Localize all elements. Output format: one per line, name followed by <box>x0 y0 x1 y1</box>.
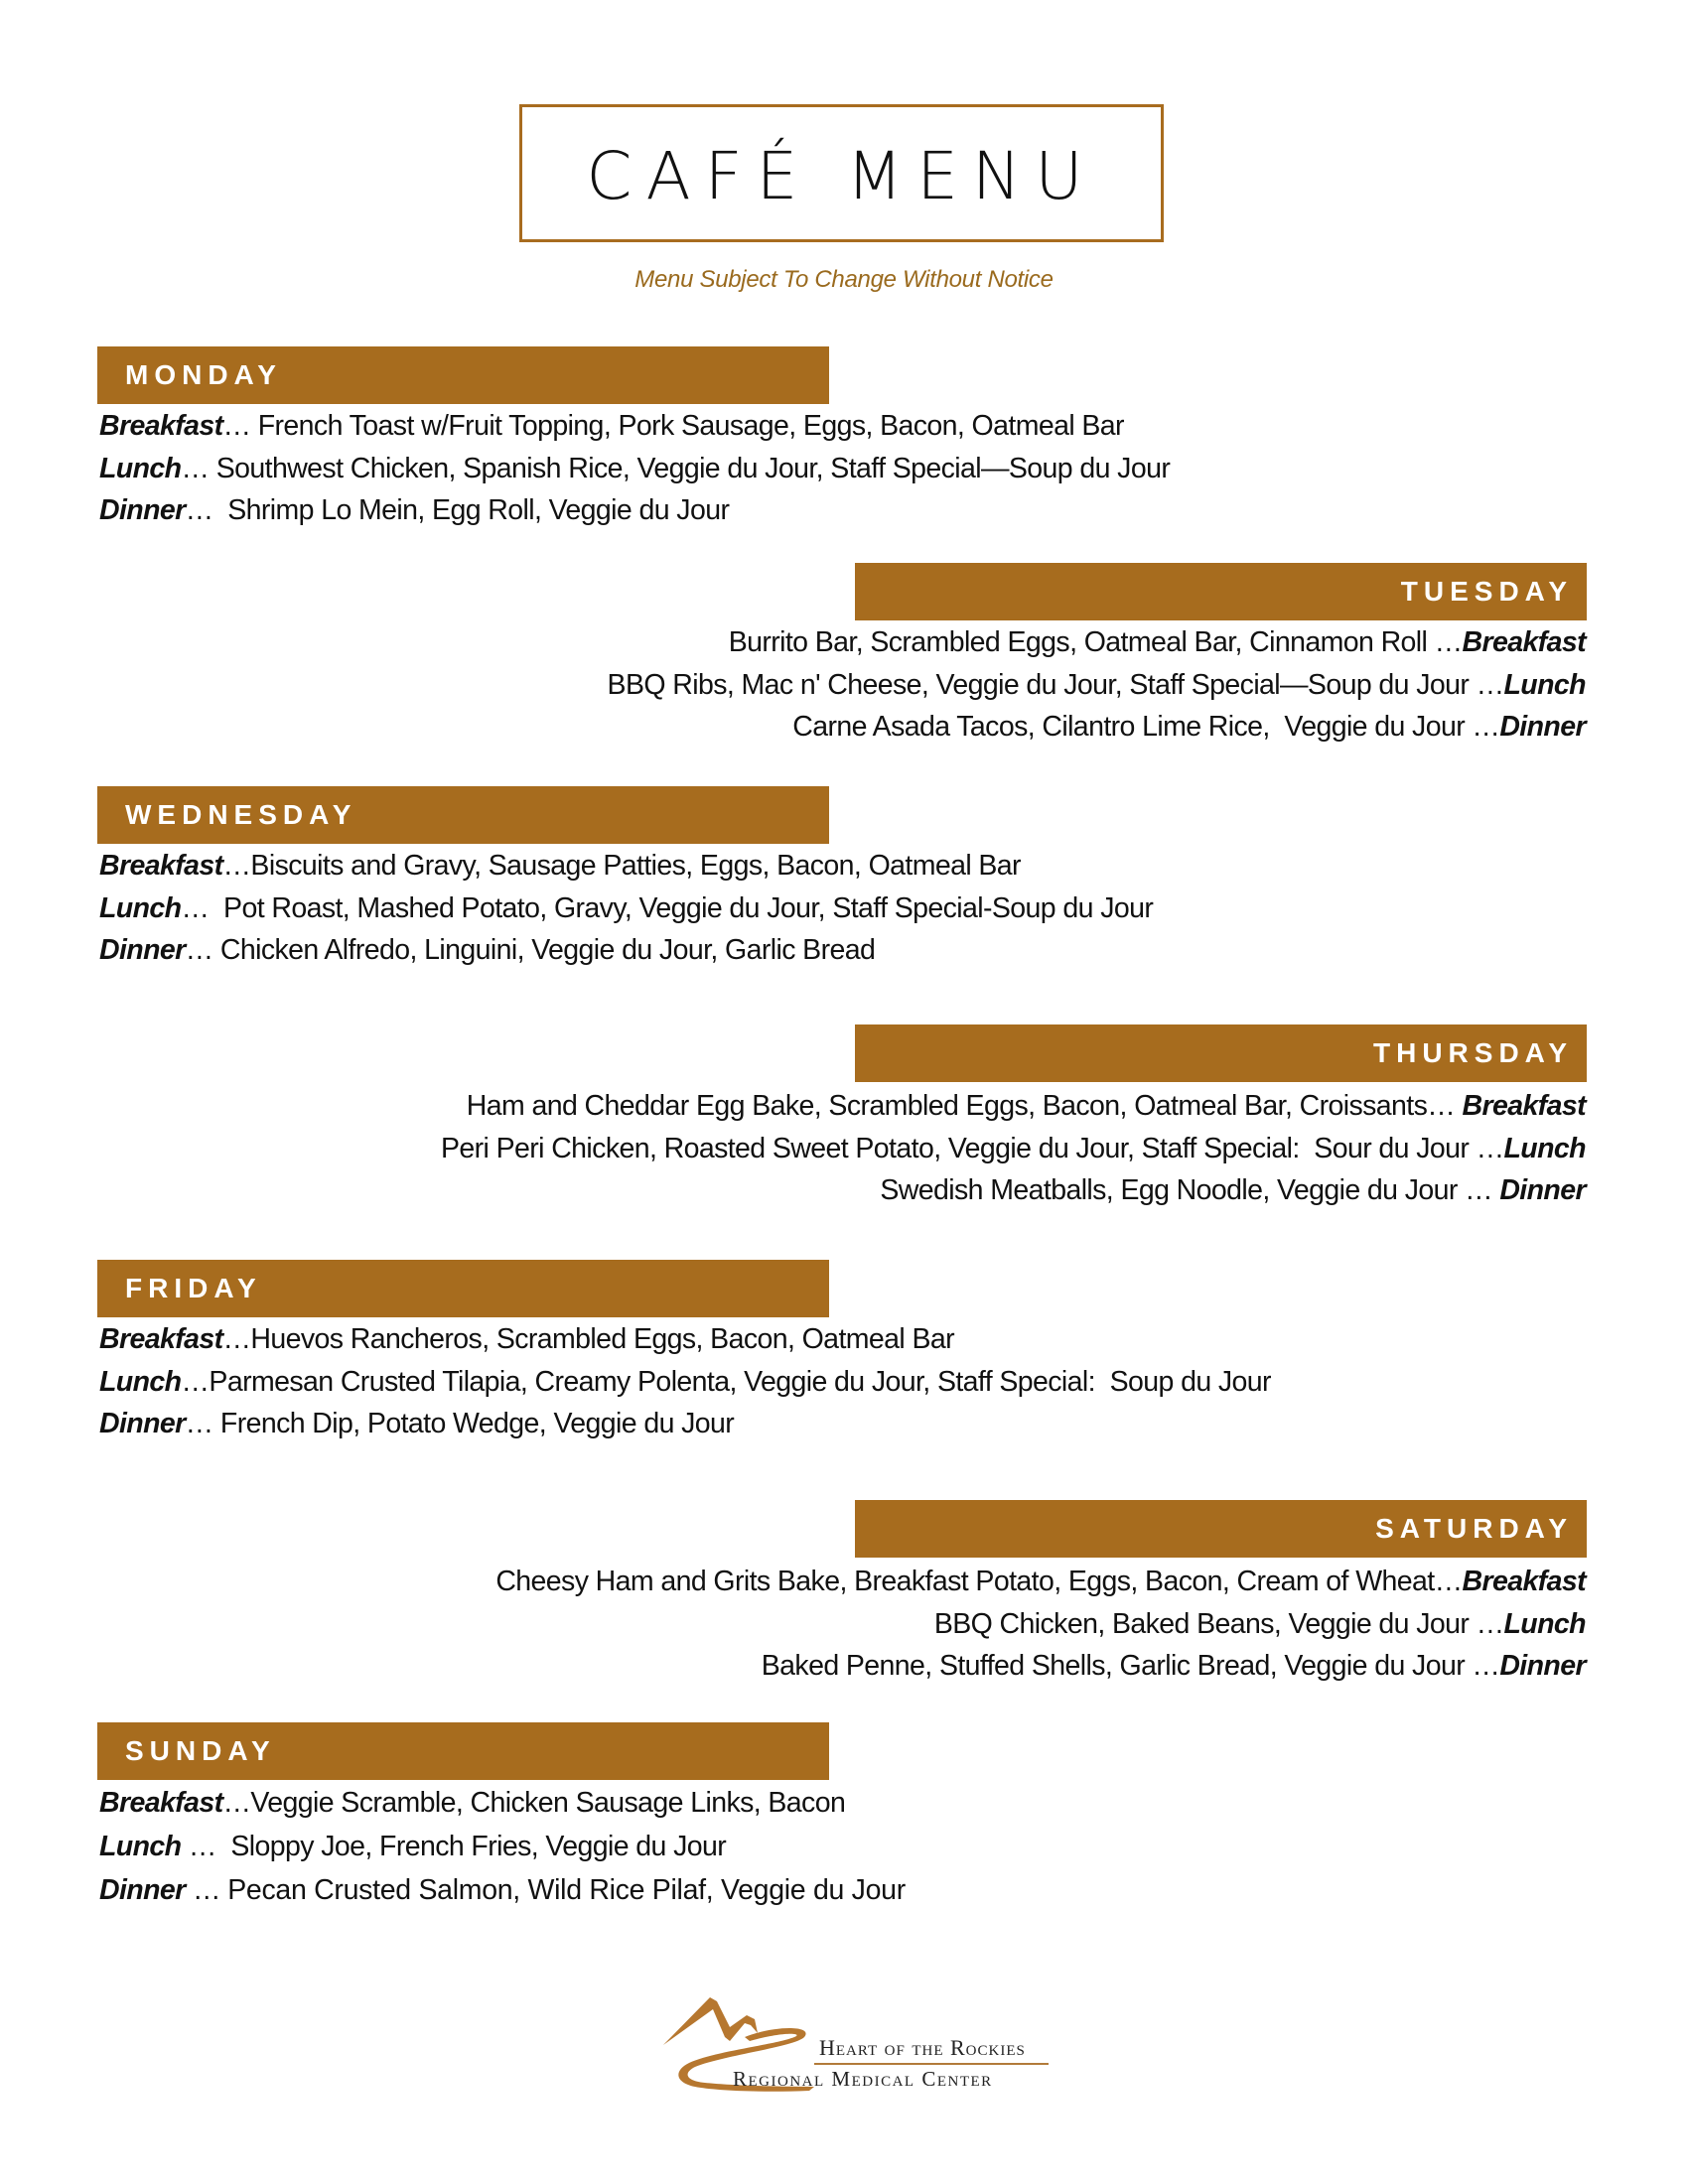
meal-items: Veggie Scramble, Chicken Sausage Links, Bacon <box>250 1787 846 1819</box>
meal-separator: … <box>222 410 258 442</box>
meal-row-breakfast <box>99 405 1589 448</box>
meal-items: Shrimp Lo Mein, Egg Roll, Veggie du Jour <box>227 494 730 526</box>
meal-items: Burrito Bar, Scrambled Eggs, Oatmeal Bar, Cinnamon Roll <box>728 626 1428 658</box>
meal-name: Breakfast <box>99 1323 223 1355</box>
day-header-monday <box>97 346 829 404</box>
meal-row-dinner <box>99 1645 1586 1688</box>
meal-name: Lunch <box>99 891 182 924</box>
day-label: MONDAY <box>125 359 282 390</box>
meal-separator: … <box>1469 668 1504 701</box>
meal-row-breakfast <box>99 1561 1586 1603</box>
day-meals-sunday <box>99 1782 1589 1911</box>
meal-separator: … <box>1469 1607 1504 1640</box>
meal-name: Dinner <box>99 1408 186 1439</box>
day-meals-monday <box>99 405 1589 532</box>
meal-separator: … <box>185 494 228 526</box>
logo-divider <box>814 2063 1049 2065</box>
meal-separator: … <box>1427 1090 1463 1122</box>
meal-items: French Dip, Potato Wedge, Veggie du Jour <box>219 1408 735 1439</box>
meal-row-lunch <box>99 448 1589 490</box>
meal-name: Dinner <box>99 1873 186 1906</box>
meal-separator: … <box>1427 626 1463 658</box>
meal-items: Southwest Chicken, Spanish Rice, Veggie du Jour, Staff Special—Soup du Jour <box>215 452 1171 484</box>
day-label: TUESDAY <box>1400 576 1573 607</box>
day-header-sunday <box>97 1722 829 1780</box>
meal-row-breakfast <box>99 845 1589 887</box>
meal-items: French Toast w/Fruit Topping, Pork Sausage, Eggs, Bacon, Oatmeal Bar <box>257 410 1124 442</box>
meal-items: Carne Asada Tacos, Cilantro Lime Rice, Veggie du Jour <box>792 711 1466 743</box>
menu-disclaimer: Menu Subject To Change Without Notice <box>634 266 1054 293</box>
meal-items: Baked Penne, Stuffed Shells, Garlic Bread, Veggie du Jour <box>761 1650 1466 1682</box>
logo-text-line1: Heart of the Rockies <box>819 2035 1026 2060</box>
hospital-logo <box>655 1976 1053 2124</box>
title-box <box>519 104 1164 242</box>
meal-name: Lunch <box>1503 668 1586 701</box>
meal-row-breakfast <box>99 1782 1589 1825</box>
meal-separator: … <box>181 891 224 924</box>
logo-text-line2: Regional Medical Center <box>733 2067 993 2091</box>
meal-items: BBQ Ribs, Mac n' Cheese, Veggie du Jour, Staff Special—Soup du Jour <box>607 668 1470 701</box>
meal-name: Dinner <box>1499 711 1586 743</box>
meal-name: Breakfast <box>99 410 223 442</box>
day-meals-friday <box>99 1318 1589 1445</box>
day-meals-tuesday <box>99 621 1586 749</box>
day-label: FRIDAY <box>125 1273 262 1303</box>
day-label: THURSDAY <box>1373 1037 1573 1068</box>
meal-name: Breakfast <box>99 850 223 882</box>
meal-separator: … <box>222 1787 251 1819</box>
meal-separator: … <box>1465 711 1500 743</box>
day-header-thursday <box>855 1024 1587 1082</box>
meal-items: Cheesy Ham and Grits Bake, Breakfast Potato, Eggs, Bacon, Cream of Wheat <box>495 1566 1435 1597</box>
meal-separator: … <box>181 1830 231 1862</box>
meal-name: Dinner <box>1499 1174 1586 1206</box>
meal-name: Lunch <box>99 1830 182 1862</box>
day-header-tuesday <box>855 563 1587 620</box>
day-label: SUNDAY <box>125 1735 276 1766</box>
meal-name: Lunch <box>99 452 182 484</box>
meal-separator: … <box>1465 1650 1500 1682</box>
meal-separator: … <box>181 452 216 484</box>
meal-row-lunch <box>99 1825 1589 1869</box>
meal-name: Breakfast <box>1462 1090 1586 1122</box>
meal-separator: … <box>185 1873 228 1906</box>
meal-items: Pot Roast, Mashed Potato, Gravy, Veggie du Jour, Staff Special-Soup du Jour <box>223 891 1154 924</box>
meal-row-lunch <box>99 1361 1589 1404</box>
meal-items: Ham and Cheddar Egg Bake, Scrambled Eggs, Bacon, Oatmeal Bar, Croissants <box>466 1090 1428 1122</box>
meal-name: Lunch <box>1503 1607 1586 1640</box>
meal-row-breakfast <box>99 621 1586 664</box>
meal-separator: … <box>222 850 251 882</box>
meal-name: Breakfast <box>1462 1566 1586 1597</box>
day-meals-saturday <box>99 1561 1586 1688</box>
meal-items: Sloppy Joe, French Fries, Veggie du Jour <box>230 1830 727 1862</box>
meal-row-dinner <box>99 706 1586 749</box>
meal-row-dinner <box>99 1169 1586 1212</box>
day-meals-wednesday <box>99 845 1589 972</box>
meal-name: Dinner <box>99 934 186 966</box>
meal-row-breakfast <box>99 1318 1589 1361</box>
meal-name: Lunch <box>1503 1132 1586 1164</box>
day-header-saturday <box>855 1500 1587 1558</box>
meal-row-dinner <box>99 929 1589 972</box>
day-label: SATURDAY <box>1375 1513 1573 1544</box>
page-title: CAFÉ MENU <box>586 138 1097 214</box>
meal-name: Dinner <box>99 494 186 526</box>
meal-items: Parmesan Crusted Tilapia, Creamy Polenta, Veggie du Jour, Staff Special: Soup du Jour <box>209 1365 1271 1398</box>
meal-row-lunch <box>99 1128 1586 1170</box>
meal-items: Pecan Crusted Salmon, Wild Rice Pilaf, Veggie du Jour <box>227 1873 906 1906</box>
meal-items: Huevos Rancheros, Scrambled Eggs, Bacon, Oatmeal Bar <box>250 1323 954 1355</box>
meal-name: Lunch <box>99 1365 182 1398</box>
meal-items: Chicken Alfredo, Linguini, Veggie du Jour, Garlic Bread <box>219 934 876 966</box>
meal-name: Breakfast <box>99 1787 223 1819</box>
meal-separator: … <box>1457 1174 1500 1206</box>
meal-separator: … <box>185 1408 220 1439</box>
meal-row-lunch <box>99 1603 1586 1646</box>
meal-name: Breakfast <box>1462 626 1586 658</box>
meal-name: Dinner <box>1499 1650 1586 1682</box>
meal-row-lunch <box>99 887 1589 930</box>
meal-separator: … <box>222 1323 251 1355</box>
day-meals-thursday <box>99 1085 1586 1212</box>
meal-row-dinner <box>99 489 1589 532</box>
meal-items: Swedish Meatballs, Egg Noodle, Veggie du Jour <box>880 1174 1458 1206</box>
meal-row-breakfast <box>99 1085 1586 1128</box>
day-label: WEDNESDAY <box>125 799 357 830</box>
meal-items: BBQ Chicken, Baked Beans, Veggie du Jour <box>933 1607 1470 1640</box>
meal-separator: … <box>1469 1132 1504 1164</box>
meal-row-dinner <box>99 1869 1589 1912</box>
meal-row-lunch <box>99 664 1586 707</box>
meal-separator: … <box>185 934 220 966</box>
meal-row-dinner <box>99 1403 1589 1445</box>
meal-items: Peri Peri Chicken, Roasted Sweet Potato, Veggie du Jour, Staff Special: Sour du Jour <box>441 1132 1470 1164</box>
meal-separator: … <box>1434 1566 1463 1597</box>
meal-separator: … <box>181 1365 210 1398</box>
day-header-friday <box>97 1260 829 1317</box>
day-header-wednesday <box>97 786 829 844</box>
meal-items: Biscuits and Gravy, Sausage Patties, Eggs, Bacon, Oatmeal Bar <box>250 850 1021 882</box>
